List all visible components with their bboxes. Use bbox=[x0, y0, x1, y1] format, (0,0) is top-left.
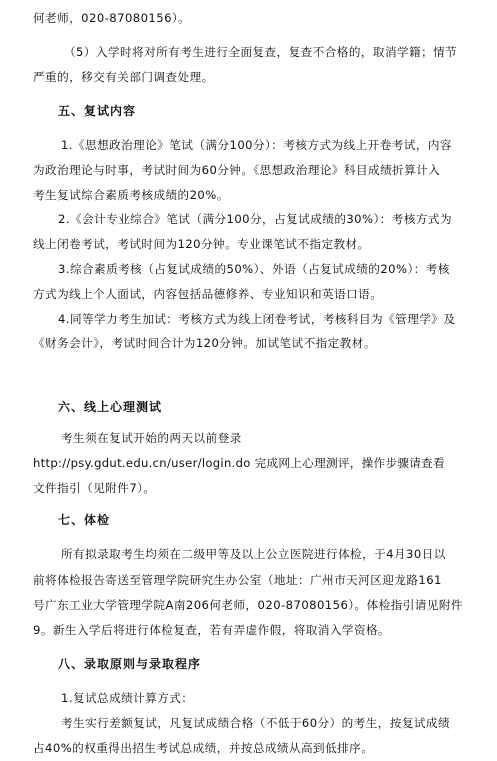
text-line: 3.综合素质考核（占复试成绩的50%）、外语（占复试成绩的20%）：考核 bbox=[58, 262, 450, 276]
text-line: 《财务会计》，考试时间合计为120分钟。加试笔试不指定教材。 bbox=[33, 336, 376, 350]
text-line: 方式为线上个人面试，内容包括品德修养、专业知识和英语口语。 bbox=[33, 287, 383, 301]
text-line: 线上闭卷考试，考试时间为120分钟。专业课笔试不指定教材。 bbox=[33, 237, 370, 251]
text-line: 考生实行差额复试，凡复试成绩合格（不低于60分）的考生，按复试成绩 bbox=[61, 716, 451, 730]
section-heading: 六、线上心理测试 bbox=[58, 400, 163, 414]
text-line: 严重的，移交有关部门调查处理。 bbox=[33, 70, 214, 84]
text-line: 前将体检报告寄送至管理学院研究生办公室（地址：广州市天河区迎龙路161 bbox=[33, 573, 442, 587]
text-line: 占40%的权重得出招生考试总成绩，并按总成绩从高到低排序。 bbox=[33, 741, 374, 755]
text-line: （5）入学时将对所有考生进行全面复查，复查不合格的，取消学籍；情节 bbox=[64, 45, 458, 59]
text-line: 2.《会计专业综合》笔试（满分100分，占复试成绩的30%）：考核方式为 bbox=[58, 212, 452, 226]
text-line: 号广东工业大学管理学院A南206何老师，020-87080156）。体检指引请见附件 bbox=[33, 598, 463, 612]
text-line: 9。新生入学后将进行体检复查，若有弄虚作假，将取消入学资格。 bbox=[33, 623, 391, 637]
text-line: 为政治理论与时事，考试时间为60分钟。《思想政治理论》科目成绩折算计入 bbox=[33, 163, 441, 177]
section-heading: 七、体检 bbox=[58, 513, 111, 527]
text-line: 1.《思想政治理论》笔试（满分100分）：考核方式为线上开卷考试，内容 bbox=[61, 138, 452, 152]
text-line: 4.同等学力考生加试：考核方式为线上闭卷考试，考核科目为《管理学》及 bbox=[58, 312, 456, 326]
text-line: 考生须在复试开始的两天以前登录 bbox=[61, 431, 242, 445]
text-line: 1.复试总成绩计算方式： bbox=[61, 691, 194, 705]
text-line: 何老师，020-87080156）。 bbox=[33, 11, 191, 25]
text-line: 考生复试综合素质考核成绩的20%。 bbox=[33, 188, 229, 202]
text-line: 文件指引（见附件7）。 bbox=[33, 481, 156, 495]
text-line: 所有拟录取考生均须在二级甲等及以上公立医院进行体检，于4月30日以 bbox=[61, 547, 446, 561]
section-heading: 八、录取原则与录取程序 bbox=[58, 657, 202, 671]
section-heading: 五、复试内容 bbox=[58, 104, 137, 118]
text-line: http://psy.gdut.edu.cn/user/login.do 完成网上心理测评，操作步骤请查看 bbox=[33, 456, 445, 470]
